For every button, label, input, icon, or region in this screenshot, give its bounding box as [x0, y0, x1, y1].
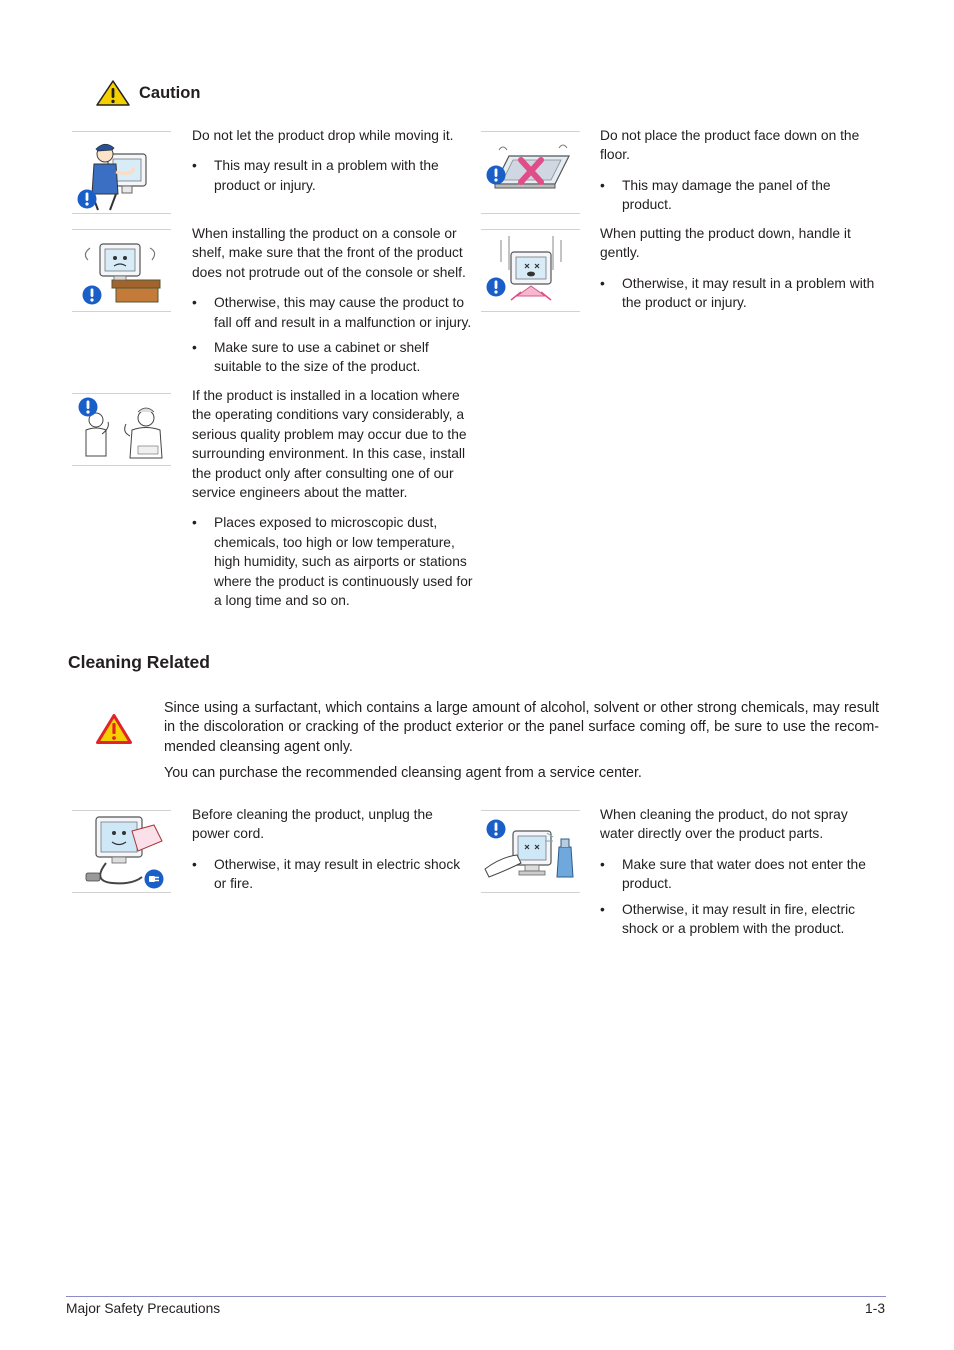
- monitor-on-shelf-illustration: [72, 229, 171, 312]
- caution-item-bullets: [192, 293, 472, 377]
- spray-water-cleaning-illustration: [481, 810, 580, 893]
- person-carrying-monitor-illustration: [72, 131, 171, 214]
- caution-item-text: When installing the product on a console or shelf, make sure that the front of the product does not protrude out of the console or shelf.: [192, 226, 466, 280]
- bullet-item: • Otherwise, this may cause the product to fall off and result in a malfunction or injury.: [192, 293, 472, 332]
- caution-triangle-icon: [96, 80, 130, 106]
- exclamation-icon: [78, 397, 98, 417]
- caution-label: Caution: [139, 83, 201, 102]
- monitor-set-down-illustration: [481, 229, 580, 312]
- cleaning-item-text: When cleaning the product, do not spray water directly over the product parts.: [600, 807, 848, 842]
- page-number: 1-3: [865, 1301, 885, 1316]
- section-title-cleaning: Cleaning Related: [68, 652, 210, 672]
- bullet-item: • Make sure to use a cabinet or shelf suitable to the size of the product.: [192, 338, 472, 377]
- bullet-item: • Make sure that water does not enter the product.: [600, 855, 882, 894]
- caution-item-bullets: [600, 274, 882, 313]
- cleaning-intro-paragraph: Since using a surfactant, which contains a large amount of alcohol, solvent or other strong chemicals, may result in the discoloration or cracking of the product exterior or the panel surface coming off, be sure to use the recom-mended cleansing agent only.: [164, 700, 879, 755]
- monitor-unplug-illustration: [72, 810, 171, 893]
- bullet-item: • Places exposed to microscopic dust, chemicals, too high or low temperature, high humidity, such as airports or stations where the product is continuously used for a long time and so on.: [192, 513, 474, 610]
- cleaning-item-text: Before cleaning the product, unplug the power cord.: [192, 807, 433, 842]
- bullet-item: • Otherwise, it may result in electric shock or fire.: [192, 855, 474, 894]
- caution-item-text: Do not let the product drop while moving it.: [192, 128, 454, 143]
- cleaning-intro: [164, 699, 879, 791]
- exclamation-icon: [486, 819, 506, 839]
- cleaning-intro-paragraph: You can purchase the recommended cleansing agent from a service center.: [164, 765, 642, 782]
- service-engineer-consultation-illustration: [72, 393, 171, 466]
- bullet-item: • This may damage the panel of the product.: [600, 176, 882, 215]
- exclamation-icon: [77, 189, 97, 209]
- caution-item-bullets: [600, 176, 882, 215]
- bullet-item: • This may result in a problem with the product or injury.: [192, 156, 472, 195]
- exclamation-icon: [486, 277, 506, 297]
- cleaning-item-bullets: [600, 855, 882, 939]
- caution-item-bullets: [192, 513, 474, 610]
- footer-section-title: Major Safety Precautions: [66, 1301, 221, 1316]
- cleaning-item-bullets: [192, 855, 474, 894]
- warning-triangle-icon: [96, 714, 132, 744]
- bullet-item: • Otherwise, it may result in a problem with the product or injury.: [600, 274, 882, 313]
- exclamation-icon: [82, 285, 102, 305]
- bullet-item: • Otherwise, it may result in fire, electric shock or a problem with the product.: [600, 900, 882, 939]
- monitor-face-down-illustration: [481, 131, 580, 214]
- caution-heading: [96, 80, 200, 106]
- exclamation-icon: [486, 165, 506, 185]
- footer-rule: [66, 1296, 886, 1297]
- caution-item-bullets: [192, 156, 472, 195]
- caution-item-text: Do not place the product face down on the floor.: [600, 128, 860, 163]
- unplug-icon: [144, 869, 164, 889]
- caution-item-text: When putting the product down, handle it gently.: [600, 226, 851, 261]
- caution-item-text: If the product is installed in a location where the operating conditions vary considerably, a serious quality problem may occur due to the surrounding environment. In this case, install the product only after consulting one of our service engineers about the matter.: [192, 388, 467, 501]
